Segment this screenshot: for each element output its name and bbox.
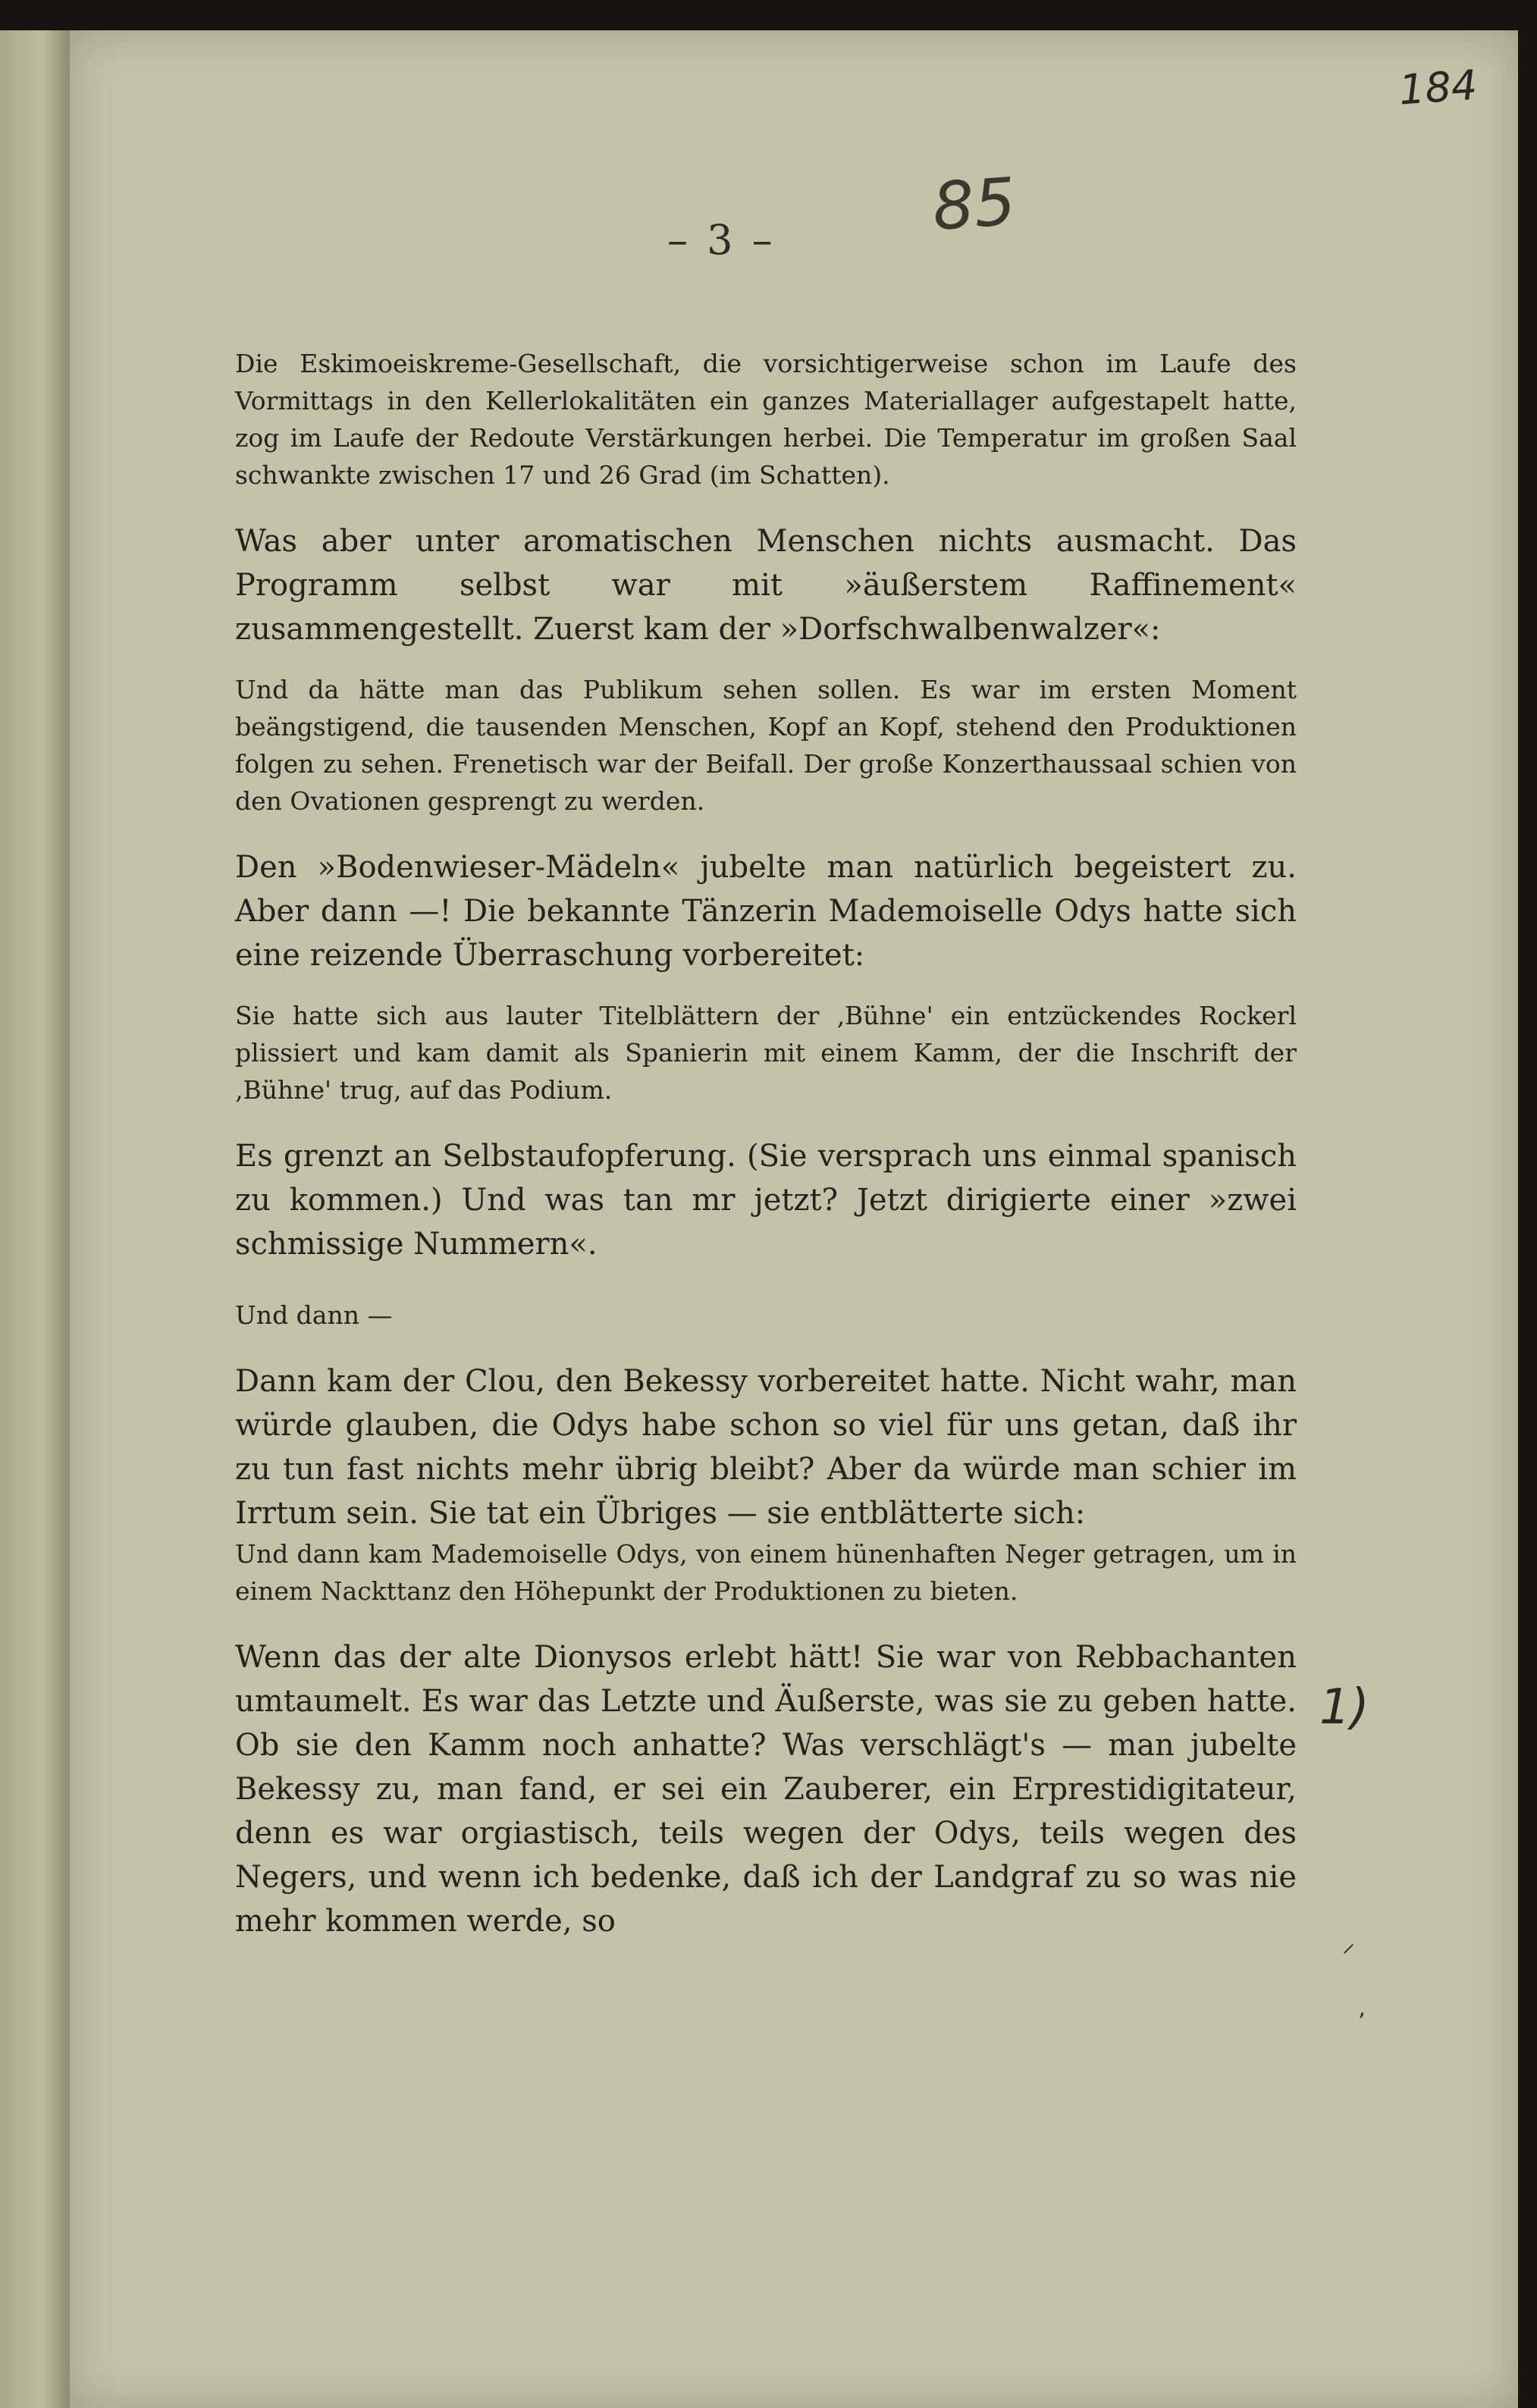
paragraph-6: Es grenzt an Selbstaufopferung. (Sie versprach uns einmal spanisch zu kommen.) Und was tan mr jetzt? Jetzt dirigierte einer »zwei schmissige Nummern«.	[235, 1139, 1297, 1262]
paragraph-10: Wenn das der alte Dionysos erlebt hätt! Sie war von Rebbachanten umtaumelt. Es war das Letzte und Äußerste, was sie zu geben hatte. Ob sie den Kamm noch anhatte? Was verschlägt's — man jubelte Bekessy zu, man fand, er sei ein Zauberer, ein Erprestidigitateur, denn es war orgiastisch, teils wegen der Odys, teils wegen des Negers, und wenn ich bedenke, daß ich der Landgraf zu so was nie mehr kommen werde, so	[235, 1640, 1297, 1939]
margin-annotation-3: ʼ	[1357, 2009, 1365, 2036]
paragraph-5: Sie hatte sich aus lauter Titelblättern der ‚Bühne' ein entzückendes Rockerl plissiert und kam damit als Spanierin mit einem Kamm, der die Inschrift der ‚Bühne' trug, auf das Podium.	[235, 1001, 1297, 1105]
paragraph-3: Und da hätte man das Publikum sehen sollen. Es war im ersten Moment beängstigend, die tausenden Menschen, Kopf an Kopf, stehend den Produktionen folgen zu sehen. Frenetisch war der Beifall. Der große Konzerthaussaal schien von den Ovationen gesprengt zu werden.	[235, 675, 1297, 816]
paragraph-4: Den »Bodenwieser-Mädeln« jubelte man natürlich begeistert zu. Aber dann —! Die bekannte Tänzerin Mademoiselle Odys hatte sich eine reizende Überraschung vorbereitet:	[235, 850, 1297, 973]
article-text	[235, 345, 1297, 1943]
folio-number: 184	[1397, 61, 1479, 114]
paragraph-8: Dann kam der Clou, den Bekessy vorbereitet hatte. Nicht wahr, man würde glauben, die Odys habe schon so viel für uns getan, daß ihr zu tun fast nichts mehr übrig bleibt? Aber da würde man schier im Irrtum sein. Sie tat ein Übriges — sie entblätterte sich:	[235, 1364, 1297, 1531]
page-number: – 3 –	[667, 216, 776, 264]
pencil-annotation: 85	[930, 164, 1018, 246]
paragraph-9: Und dann kam Mademoiselle Odys, von einem hünenhaften Neger getragen, um in einem Nackttanz den Höhepunkt der Produktionen zu bieten.	[235, 1539, 1297, 1606]
adjacent-page-edge	[0, 30, 70, 2408]
margin-annotation-1: 1)	[1319, 1679, 1369, 1735]
paragraph-1: Die Eskimoeiskreme-Gesellschaft, die vorsichtigerweise schon im Laufe des Vormittags in den Kellerlokalitäten ein ganzes Materiallager aufgestapelt hatte, zog im Laufe der Redoute Verstärkungen herbei. Die Temperatur im großen Saal schwankte zwischen 17 und 26 Grad (im Schatten).	[235, 349, 1297, 490]
paragraph-7: Und dann —	[235, 1300, 393, 1330]
paragraph-2: Was aber unter aromatischen Menschen nichts ausmacht. Das Programm selbst war mit »äußerstem Raffinement« zusammengestellt. Zuerst kam der »Dorfschwalbenwalzer«:	[235, 524, 1297, 647]
margin-annotation-2: ⸝	[1342, 1928, 1355, 1958]
